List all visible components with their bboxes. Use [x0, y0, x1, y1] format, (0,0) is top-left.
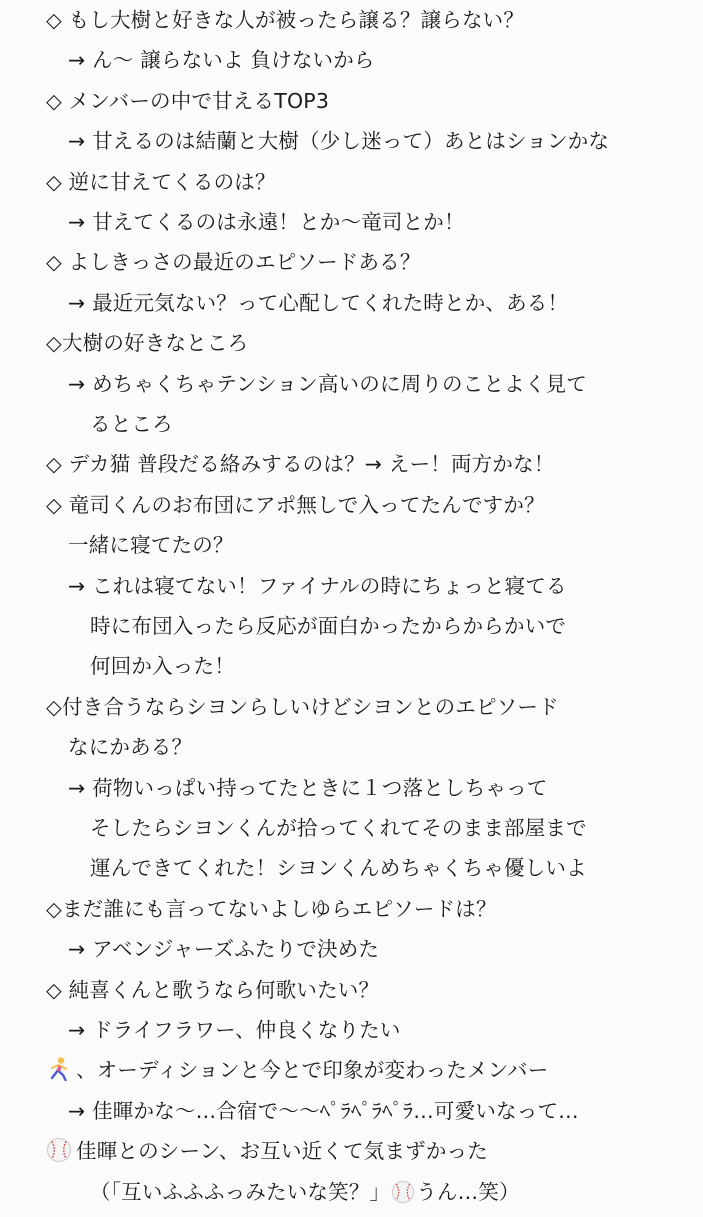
answer-line: [0, 404, 173, 444]
line-text: → 荷物いっぱい持ってたときに１つ落としちゃって: [68, 775, 548, 800]
answer-line: [0, 727, 192, 767]
question-line: [0, 444, 554, 484]
line-text: ◇まだ誰にも言ってないよしゆらエピソードは？: [46, 896, 497, 921]
line-text: ◇ もし大樹と好きな人が被ったら譲る？譲らない？: [46, 8, 525, 32]
line-text: 、オーディションと今とで印象が変わったメンバー: [76, 1058, 549, 1083]
line-text: なにかある？: [68, 735, 193, 760]
question-line: [0, 81, 329, 121]
line-text: るところ: [90, 412, 173, 436]
line-text: ◇付き合うならシヨンらしいけどシヨンとのエピソード: [46, 694, 559, 719]
line-text: （「互いふふふっみたいな笑？」: [90, 1179, 391, 1204]
line-text: → これは寝てない！ファイナルの時にちょっと寝てる: [68, 573, 567, 598]
line-text: 一緒に寝てたの？: [68, 533, 234, 558]
line-text: → アベンジャーズふたりで決めた: [68, 937, 380, 962]
answer-line: [0, 848, 587, 888]
line-text: → 佳暉かな〜…合宿で〜〜ﾍﾟﾗﾍﾟﾗﾍﾟﾗ…可愛いなって…: [68, 1098, 579, 1123]
question-line: [0, 970, 379, 1010]
line-text: → めちゃくちゃテンション高いのに周りのことよく見て: [68, 371, 587, 396]
line-text: ◇ 逆に甘えてくるのは？: [46, 169, 276, 194]
line-text: 運んできてくれた！シヨンくんめちゃくちゃ優しいよ: [90, 856, 587, 881]
answer-line: [0, 768, 548, 808]
answer-line: [0, 121, 609, 161]
line-text: 佳暉とのシーン、お互い近くて気まずかった: [76, 1139, 488, 1164]
line-text: そしたらシヨンくんが拾ってくれてそのまま部屋まで: [90, 816, 587, 840]
line-text: ◇ デカ猫 普段だる絡みするのは？→ えー！両方かな！: [46, 452, 555, 477]
answer-line: [0, 929, 379, 969]
answer-line: [0, 283, 568, 323]
question-line: [0, 323, 248, 363]
runner-icon: [46, 1055, 72, 1081]
line-text: ◇ 竜司くんのお布団にアポ無しで入ってたんですか？: [46, 492, 545, 517]
answer-line: [0, 525, 234, 565]
question-line: [0, 162, 276, 202]
line-text: ◇ メンバーの中で甘えるTOP3: [46, 88, 330, 113]
line-text: ◇大樹の好きなところ: [46, 331, 249, 356]
question-line: [0, 1050, 548, 1090]
question-line: [0, 1131, 488, 1171]
answer-line: [0, 364, 587, 404]
question-line: [0, 0, 524, 40]
question-line: [0, 889, 497, 929]
answer-line: [0, 566, 567, 606]
line-text: ◇ よしきっさの最近のエピソードある？: [46, 250, 421, 275]
line-text: ◇ 純喜くんと歌うなら何歌いたい？: [46, 977, 380, 1002]
answer-line: [0, 202, 465, 242]
line-text: → ん〜 譲らないよ 負けないから: [68, 48, 375, 73]
question-line: [0, 687, 559, 727]
question-line: [0, 242, 421, 282]
line-text: → 甘えてくるのは永遠！とか〜竜司とか！: [68, 210, 465, 234]
line-text-after: うん…笑）: [416, 1179, 520, 1204]
answer-line: [0, 606, 566, 646]
answer-line: [0, 1010, 401, 1050]
answer-line: [0, 808, 587, 848]
line-text: → 甘えるのは結蘭と大樹（少し迷って）あとはションかな: [68, 129, 610, 154]
baseball-icon: [46, 1136, 72, 1162]
line-text: → ドライフラワー、仲良くなりたい: [68, 1018, 401, 1042]
answer-line: [0, 1172, 520, 1212]
line-text: 何回か入った！: [90, 654, 235, 679]
baseball-icon: [391, 1177, 415, 1201]
question-line: [0, 485, 545, 525]
line-text: → 最近元気ない？って心配してくれた時とか、ある！: [68, 290, 569, 315]
answer-line: [0, 40, 375, 80]
line-text: 時に布団入ったら反応が面白かったからからかいで: [90, 614, 567, 638]
answer-line: [0, 646, 235, 686]
answer-line: [0, 1091, 579, 1131]
